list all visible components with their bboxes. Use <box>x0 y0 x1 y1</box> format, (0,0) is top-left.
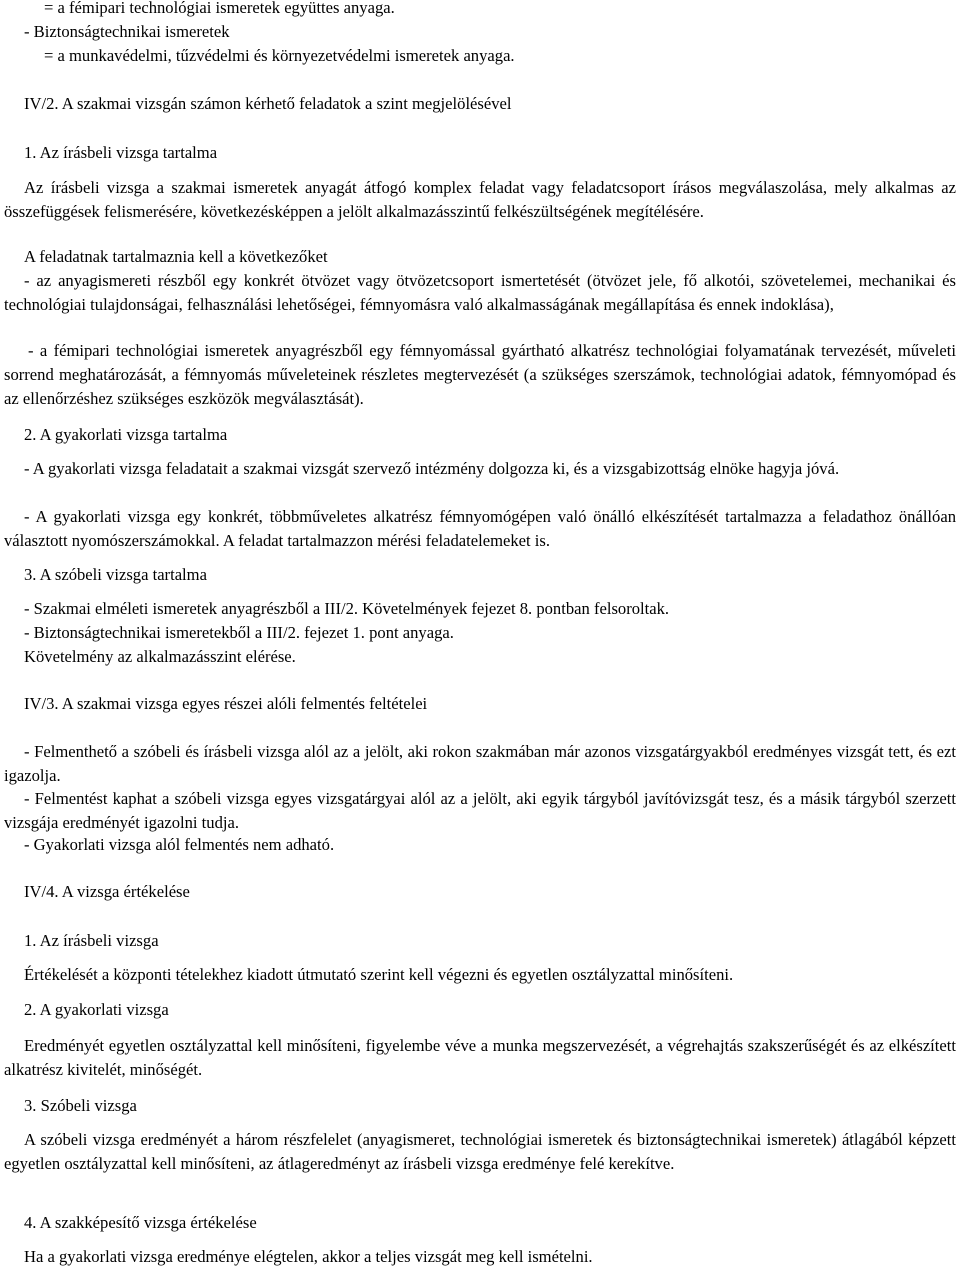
subsection-heading: 1. Az írásbeli vizsga <box>24 931 159 950</box>
text-line: - Biztonságtechnikai ismeretek <box>24 22 230 41</box>
paragraph: A szóbeli vizsga eredményét a három részfelelet (anyagismeret, technológiai ismeretek és biztonságtechnikai ismeretek) átlagából képzett egyetlen osztályzattal kell minősíteni, az átlageredményt az írásbeli vizsga eredménye felé kerekítve. <box>4 1130 956 1173</box>
subsection-heading: 2. A gyakorlati vizsga tartalma <box>24 425 228 444</box>
paragraph: Az írásbeli vizsga a szakmai ismeretek anyagát átfogó komplex feladat vagy feladatcsoport írásos megválaszolása, mely alkalmas az összefüggések felismerésére, következésképpen a jelölt alkalmazásszintű felkészültségének megítélésére. <box>4 178 956 221</box>
list-item: - Gyakorlati vizsga alól felmentés nem adható. <box>24 835 335 854</box>
subsection-heading: 2. A gyakorlati vizsga <box>24 1000 169 1019</box>
subsection-heading: 3. A szóbeli vizsga tartalma <box>24 565 207 584</box>
list-item: - Felmenthető a szóbeli és írásbeli vizsga alól az a jelölt, aki rokon szakmában már azonos vizsgatárgyakból eredményes vizsgát tett, és ezt igazolja. <box>4 742 956 785</box>
section-heading: IV/3. A szakmai vizsga egyes részei alóli felmentés feltételei <box>24 694 428 713</box>
list-item: - Szakmai elméleti ismeretek anyagrészből a III/2. Követelmények fejezet 8. pontban felsoroltak. <box>24 599 670 618</box>
text-line: = a fémipari technológiai ismeretek együttes anyaga. <box>44 0 395 17</box>
subsection-heading: 3. Szóbeli vizsga <box>24 1096 137 1115</box>
subsection-heading: 1. Az írásbeli vizsga tartalma <box>24 143 218 162</box>
paragraph: Értékelését a központi tételekhez kiadott útmutató szerint kell végezni és egyetlen osztályzattal minősíteni. <box>24 965 734 984</box>
section-heading: IV/2. A szakmai vizsgán számon kérhető feladatok a szint megjelölésével <box>24 94 512 113</box>
paragraph: Ha a gyakorlati vizsga eredménye elégtelen, akkor a teljes vizsgát meg kell ismételni. <box>24 1247 593 1266</box>
section-heading: IV/4. A vizsga értékelése <box>24 882 190 901</box>
text-line: Követelmény az alkalmazásszint elérése. <box>24 647 296 666</box>
list-item: - az anyagismereti részből egy konkrét ötvözet vagy ötvözetcsoport ismertetését (ötvözet jele, fő alkotói, szövetelemei, mechanikai és technológiai tulajdonságai, felhasználási lehetőségei, fémnyomásra való alkalmasságának megállapítása és ennek indoklása), <box>4 271 956 314</box>
list-item: - A gyakorlati vizsga egy konkrét, többműveletes alkatrész fémnyomógépen való önálló elkészítését tartalmazza a feladathoz önállóan választott nyomószerszámokkal. A feladat tartalmazzon mérési feladatelemeket is. <box>4 507 956 550</box>
list-item: - Felmentést kaphat a szóbeli vizsga egyes vizsgatárgyai alól az a jelölt, aki egyik tárgyból javítóvizsgát tesz, és a másik tárgyból szerzett vizsgája eredményét igazolni tudja. <box>4 789 956 832</box>
list-item: - Biztonságtechnikai ismeretekből a III/2. fejezet 1. pont anyaga. <box>24 623 454 642</box>
paragraph: A feladatnak tartalmaznia kell a következőket <box>24 247 328 266</box>
text-line: = a munkavédelmi, tűzvédelmi és környezetvédelmi ismeretek anyaga. <box>44 46 515 65</box>
list-item: - a fémipari technológiai ismeretek anyagrészből egy fémnyomással gyártható alkatrész technológiai folyamatának tervezését, műveleti sorrend meghatározását, a fémnyomás műveleteinek részletes megtervezését (a szükséges szerszámok, technológiai adatok, fémnyomópad és az ellenőrzéshez szükséges eszközök megválasztását). <box>4 341 956 408</box>
subsection-heading: 4. A szakképesítő vizsga értékelése <box>24 1213 257 1232</box>
list-item: - A gyakorlati vizsga feladatait a szakmai vizsgát szervező intézmény dolgozza ki, és a vizsgabizottság elnöke hagyja jóvá. <box>24 459 840 478</box>
paragraph: Eredményét egyetlen osztályzattal kell minősíteni, figyelembe véve a munka megszervezését, a végrehajtás szakszerűségét és az elkészített alkatrész kivitelét, minőségét. <box>4 1036 956 1079</box>
